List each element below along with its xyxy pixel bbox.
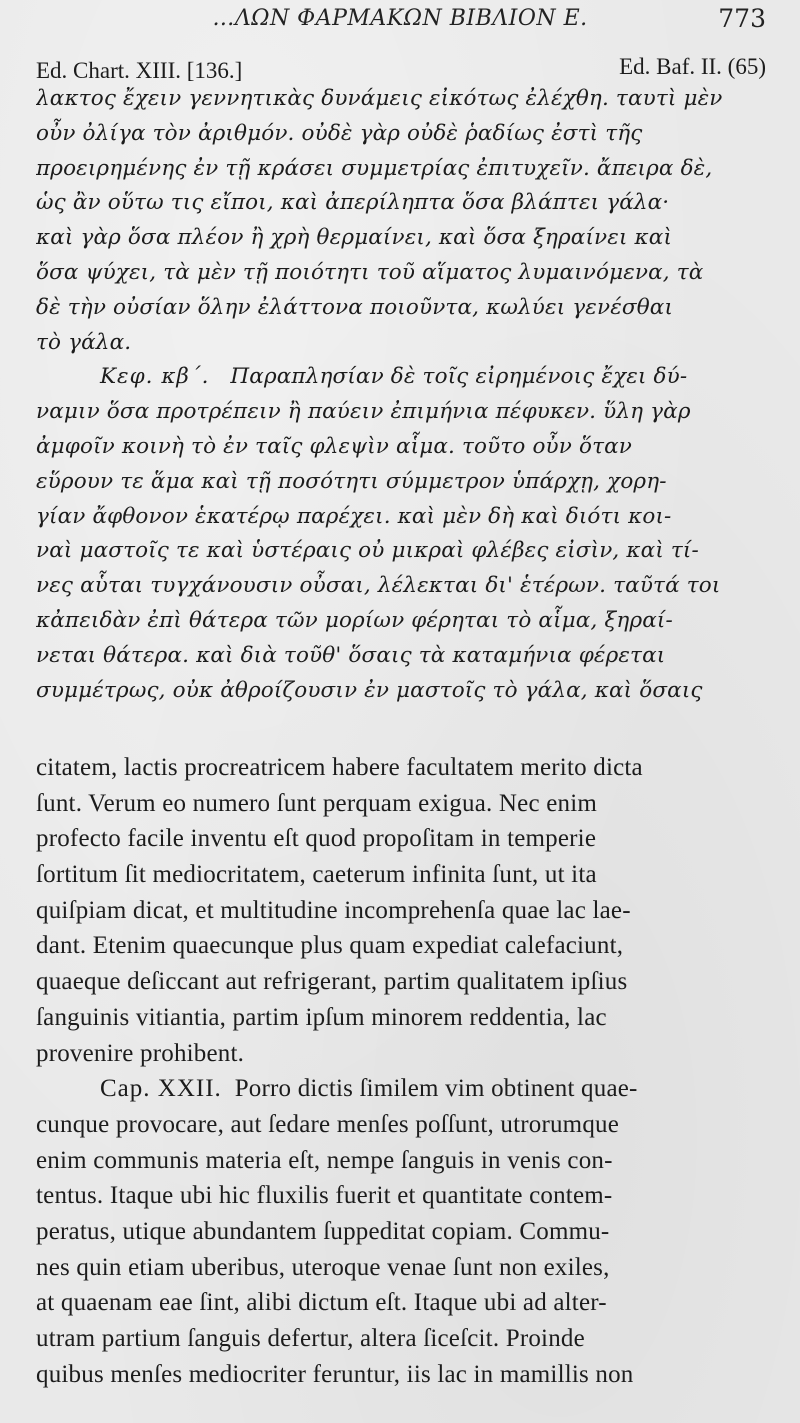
text-line: ναμιν ὅσα προτρέπειν ἢ παύειν ἐπιμήνια πέφυκεν. ὕλη γὰρ xyxy=(36,399,691,425)
text-line: quaeque deſiccant aut refrigerant, partim qualitatem ipſius xyxy=(36,968,628,996)
text-line: εὕρουν τε ἅμα καὶ τῇ ποσότητι σύμμετρον ὑπάρχῃ, χορη- xyxy=(36,468,667,494)
page-number: 773 xyxy=(718,4,766,33)
text-line: ſortitum ſit mediocritatem, caeterum infinita ſunt, ut ita xyxy=(36,861,597,889)
text-line: provenire prohibent. xyxy=(36,1039,245,1067)
edition-reference-left: Ed. Chart. XIII. [136.] xyxy=(36,58,243,83)
text-line: ὡς ἂν οὕτω τις εἴποι, καὶ ἀπερίληπτα ὅσα βλάπτει γάλα· xyxy=(36,190,670,216)
chapter-first-line: Παραπλησίαν δὲ τοῖς εἰρημένοις ἔχει δύ- xyxy=(230,364,688,390)
edition-reference-right: Ed. Baf. II. (65) xyxy=(619,54,766,79)
text-line: καὶ γὰρ ὅσα πλέον ἢ χρὴ θερμαίνει, καὶ ὅσα ξηραίνει καὶ xyxy=(36,225,673,251)
text-line: citatem, lactis procreatricem habere facultatem merito dicta xyxy=(36,754,643,781)
text-line: λακτος ἔχειν γεννητικὰς δυνάμεις εἰκότως ἐλέχθη. ταυτὶ μὲν xyxy=(36,86,723,111)
text-line: οὖν ὀλίγα τὸν ἀριθμόν. οὐδὲ γὰρ οὐδὲ ῥαδίως ἐστὶ τῆς xyxy=(36,120,643,146)
greek-text-block xyxy=(36,82,766,708)
latin-text-block xyxy=(36,750,766,1392)
chapter-first-line: Porro dictis ſimilem vim obtinent quae- xyxy=(234,1075,638,1103)
text-line: enim communis materia eſt, nempe ſanguis in venis con- xyxy=(36,1146,613,1174)
text-line: tentus. Itaque ubi hic fluxilis fuerit et quantitate contem- xyxy=(36,1182,613,1210)
text-line: nes quin etiam uberibus, uteroque venae ſunt non exiles, xyxy=(36,1253,610,1281)
text-line: ἀμφοῖν κοινὴ τὸ ἐν ταῖς φλεψὶν αἷμα. τοῦτο οὖν ὅταν xyxy=(36,433,633,459)
running-title: …ΛΩΝ ΦΑΡΜΑΚΩΝ ΒΙΒΛΙΟΝ Ε. xyxy=(212,6,588,31)
text-line: δὲ τὴν οὐσίαν ὅλην ἐλάττονα ποιοῦντα, κωλύει γενέσθαι xyxy=(36,294,674,320)
text-line: κἀπειδὰν ἐπὶ θάτερα τῶν μορίων φέρηται τὸ αἷμα, ξηραί- xyxy=(36,607,673,633)
chapter-label: Κεφ. κβ΄. xyxy=(100,364,210,390)
text-line: νες αὗται τυγχάνουσιν οὖσαι, λέλεκται δι' ἑτέρων. ταῦτά τοι xyxy=(36,573,721,599)
text-line: utram partium ſanguis defertur, altera ſiceſcit. Proinde xyxy=(36,1325,585,1352)
text-line: γίαν ἄφθονον ἑκατέρῳ παρέχει. καὶ μὲν δὴ καὶ διότι κοι- xyxy=(36,503,672,529)
text-line: profecto facile inventu eſt quod propoſitam in temperie xyxy=(36,825,597,853)
chapter-heading-line xyxy=(36,360,766,395)
text-line: at quaenam eae ſint, alibi dictum eſt. Itaque ubi ad alter- xyxy=(36,1289,607,1317)
text-line: ὅσα ψύχει, τὰ μὲν τῇ ποιότητι τοῦ αἵματος λυμαινόμενα, τὰ xyxy=(36,259,704,285)
text-line: dant. Etenim quaecunque plus quam expediat calefaciunt, xyxy=(36,932,624,960)
text-line: ſunt. Verum eo numero ſunt perquam exigua. Nec enim xyxy=(36,789,597,817)
chapter-label: Cap. XXII. xyxy=(100,1075,222,1103)
text-line: quibus menſes mediocriter feruntur, iis lac in mamillis non xyxy=(36,1360,634,1388)
text-line: συμμέτρως, οὐκ ἀθροίζουσιν ἐν μαστοῖς τὸ γάλα, καὶ ὅσαις xyxy=(36,677,703,703)
chapter-heading-line xyxy=(36,1071,766,1107)
text-line: ſanguinis vitiantia, partim ipſum minorem reddentia, lac xyxy=(36,1003,607,1031)
text-line: νεται θάτερα. καὶ διὰ τοῦθ' ὅσαις τὰ καταμήνια φέρεται xyxy=(36,642,666,668)
text-line: τὸ γάλα. xyxy=(36,329,132,355)
text-line: cunque provocare, aut ſedare menſes poſſunt, utrorumque xyxy=(36,1110,620,1138)
text-line: quiſpiam dicat, et multitudine incomprehenſa quae lac lae- xyxy=(36,896,631,924)
text-line: προειρημένης ἐν τῇ κράσει συμμετρίας ἐπιτυχεῖν. ἄπειρα δὲ, xyxy=(36,155,713,181)
text-line: peratus, utique abundantem ſuppeditat copiam. Commu- xyxy=(36,1217,610,1245)
text-line: ναὶ μαστοῖς τε καὶ ὑστέραις οὐ μικραὶ φλέβες εἰσὶν, καὶ τί- xyxy=(36,538,699,564)
